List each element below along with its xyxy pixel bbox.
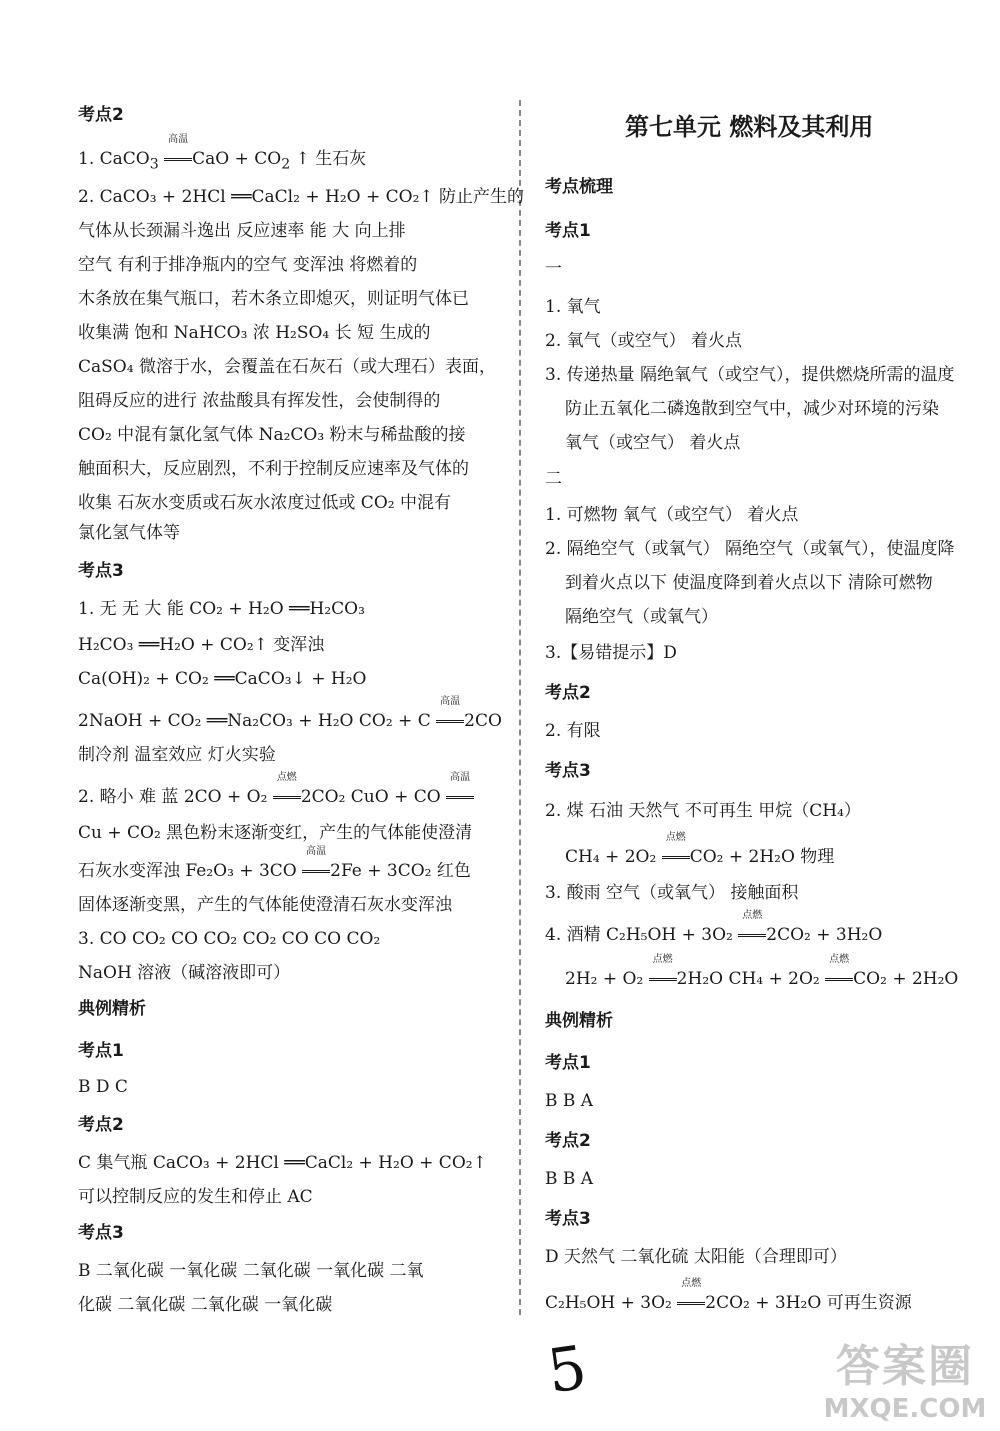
answer-line: 阻碍反应的进行 浓盐酸具有挥发性，会使制得的 xyxy=(78,391,441,411)
section-heading: 考点2 xyxy=(78,105,124,125)
reaction-condition: 高温 xyxy=(446,786,474,808)
text: 2CO₂ CuO + CO xyxy=(300,787,441,807)
section-heading: 考点梳理 xyxy=(545,177,613,197)
text: ↑ 生石灰 xyxy=(295,149,367,169)
text: CaO + CO xyxy=(192,149,282,169)
answer-line: 3. 酸雨 空气（或氧气） 接触面积 xyxy=(545,883,799,903)
answer-line xyxy=(545,1278,912,1314)
reaction-condition: 点燃 xyxy=(677,1292,705,1314)
answer-line: 可以控制反应的发生和停止 AC xyxy=(78,1187,313,1207)
section-heading: 考点1 xyxy=(545,221,591,241)
answer-line: 制冷剂 温室效应 灯火实验 xyxy=(78,745,276,765)
answer-line: 空气 有利于排净瓶内的空气 变浑浊 将燃着的 xyxy=(78,255,418,275)
answer-line: 2. 隔绝空气（或氧气） 隔绝空气（或氧气），使温度降 xyxy=(545,539,955,559)
section-heading: 考点3 xyxy=(78,1223,124,1243)
reaction-condition: 高温 xyxy=(436,710,464,732)
section-heading: 考点2 xyxy=(545,683,591,703)
answer-line: 1. 无 无 大 能 CO₂ + H₂O ══H₂CO₃ xyxy=(78,599,365,619)
text: 4. 酒精 C₂H₅OH + 3O₂ xyxy=(545,925,733,945)
answer-line xyxy=(78,846,471,882)
watermark-logo xyxy=(820,1330,990,1425)
text: 2H₂O CH₄ + 2O₂ xyxy=(676,969,820,989)
answer-line: 化碳 二氧化碳 二氧化碳 一氧化碳 xyxy=(78,1295,333,1315)
answer-line xyxy=(78,696,502,732)
answer-line: B D C xyxy=(78,1077,128,1097)
answer-line: 2. 氧气（或空气） 着火点 xyxy=(545,331,743,351)
reaction-condition: 高温 xyxy=(302,860,330,882)
answer-line: 2. CaCO₃ + 2HCl ══CaCl₂ + H₂O + CO₂↑ 防止产生的 xyxy=(78,187,525,207)
answer-line: 1. 可燃物 氧气（或空气） 着火点 xyxy=(545,505,799,525)
answer-line: CO₂ 中混有氯化氢气体 Na₂CO₃ 粉末与稀盐酸的接 xyxy=(78,425,466,445)
answer-line: 气体从长颈漏斗逸出 反应速率 能 大 向上排 xyxy=(78,221,406,241)
answer-line xyxy=(565,954,959,990)
subsection-marker: 一 xyxy=(545,259,562,279)
text: C₂H₅OH + 3O₂ xyxy=(545,1293,672,1313)
answer-line: B 二氧化碳 一氧化碳 二氧化碳 一氧化碳 二氧 xyxy=(78,1261,424,1281)
answer-line: 收集 石灰水变质或石灰水浓度过低或 CO₂ 中混有 xyxy=(78,493,451,513)
answer-line: 3.【易错提示】D xyxy=(545,643,677,663)
answer-line: 隔绝空气（或氧气） xyxy=(565,607,718,627)
section-heading: 典例精析 xyxy=(545,1011,613,1031)
section-heading: 考点3 xyxy=(545,1209,591,1229)
reaction-condition: 点燃 xyxy=(825,968,853,990)
section-heading: 考点2 xyxy=(545,1131,591,1151)
section-heading: 考点1 xyxy=(545,1053,591,1073)
answer-line: 到着火点以下 使温度降到着火点以下 清除可燃物 xyxy=(565,573,933,593)
answer-line: 氧气（或空气） 着火点 xyxy=(565,433,741,453)
answer-line: 氯化氢气体等 xyxy=(78,523,180,543)
watermark-url: MXQE.COM xyxy=(823,1394,987,1424)
text: 2NaOH + CO₂ ══Na₂CO₃ + H₂O CO₂ + C xyxy=(78,711,431,731)
section-heading: 考点1 xyxy=(78,1041,124,1061)
reaction-condition: 点燃 xyxy=(738,924,766,946)
text: CO₂ + 2H₂O 物理 xyxy=(689,847,835,867)
text: 2CO₂ + 3H₂O xyxy=(766,925,883,945)
watermark-text: 答案圈 xyxy=(836,1341,974,1392)
reaction-condition: 点燃 xyxy=(662,846,690,868)
section-heading: 考点2 xyxy=(78,1115,124,1135)
answer-line: D 天然气 二氧化硫 太阳能（合理即可） xyxy=(545,1247,847,1267)
text: 2. 略小 难 蓝 2CO + O₂ xyxy=(78,787,268,807)
reaction-condition: 点燃 xyxy=(273,786,301,808)
answer-line: B B A xyxy=(545,1169,594,1189)
answer-line: 固体逐渐变黑，产生的气体能使澄清石灰水变浑浊 xyxy=(78,895,452,915)
text: 2CO₂ + 3H₂O 可再生资源 xyxy=(705,1293,912,1313)
answer-line: H₂CO₃ ══H₂O + CO₂↑ 变浑浊 xyxy=(78,635,325,655)
answer-line: 2. 煤 石油 天然气 不可再生 甲烷（CH₄） xyxy=(545,801,861,821)
answer-line: B B A xyxy=(545,1091,594,1111)
text: 石灰水变浑浊 Fe₂O₃ + 3CO xyxy=(78,861,297,881)
column-divider xyxy=(519,100,521,1315)
answer-line: 1. 氧气 xyxy=(545,297,601,317)
text: 2Fe + 3CO₂ 红色 xyxy=(330,861,471,881)
section-heading: 典例精析 xyxy=(78,999,146,1019)
section-heading: 考点3 xyxy=(78,561,124,581)
answer-line: 木条放在集气瓶口，若木条立即熄灭，则证明气体已 xyxy=(78,289,469,309)
answer-line xyxy=(78,772,474,808)
text: CO₂ + 2H₂O xyxy=(853,969,959,989)
unit-title: 第七单元 燃料及其利用 xyxy=(625,112,874,141)
answer-line: 3. 传递热量 隔绝氧气（或空气），提供燃烧所需的温度 xyxy=(545,365,955,385)
page-number: 5 xyxy=(543,1332,591,1408)
answer-line: 防止五氧化二磷逸散到空气中，减少对环境的污染 xyxy=(565,399,939,419)
answer-line: 收集满 饱和 NaHCO₃ 浓 H₂SO₄ 长 短 生成的 xyxy=(78,323,431,343)
answer-line: 3. CO CO₂ CO CO₂ CO₂ CO CO CO₂ xyxy=(78,929,381,949)
text: 2CO xyxy=(464,711,502,731)
answer-line: 触面积大，反应剧烈，不利于控制反应速率及气体的 xyxy=(78,459,469,479)
reaction-condition: 点燃 xyxy=(649,968,677,990)
answer-line xyxy=(565,832,835,868)
answer-line xyxy=(545,910,883,946)
answer-line: Ca(OH)₂ + CO₂ ══CaCO₃↓ + H₂O xyxy=(78,669,367,689)
text: 2H₂ + O₂ xyxy=(565,969,644,989)
text: CH₄ + 2O₂ xyxy=(565,847,657,867)
answer-line: 2. 有限 xyxy=(545,721,601,741)
subsection-marker: 二 xyxy=(545,469,562,489)
text: 1. CaCO xyxy=(78,149,150,169)
answer-line: NaOH 溶液（碱溶液即可） xyxy=(78,963,291,983)
answer-line: CaSO₄ 微溶于水，会覆盖在石灰石（或大理石）表面， xyxy=(78,357,496,377)
answer-line: Cu + CO₂ 黑色粉末逐渐变红，产生的气体能使澄清 xyxy=(78,823,473,843)
answer-line: 1. CaCO$_3$ 高温 CaO + $CO_2$ ↑ 生石灰 xyxy=(78,134,367,173)
section-heading: 考点3 xyxy=(545,761,591,781)
reaction-condition: 高温 xyxy=(164,148,192,170)
answer-line: C 集气瓶 CaCO₃ + 2HCl ══CaCl₂ + H₂O + CO₂↑ xyxy=(78,1153,487,1173)
